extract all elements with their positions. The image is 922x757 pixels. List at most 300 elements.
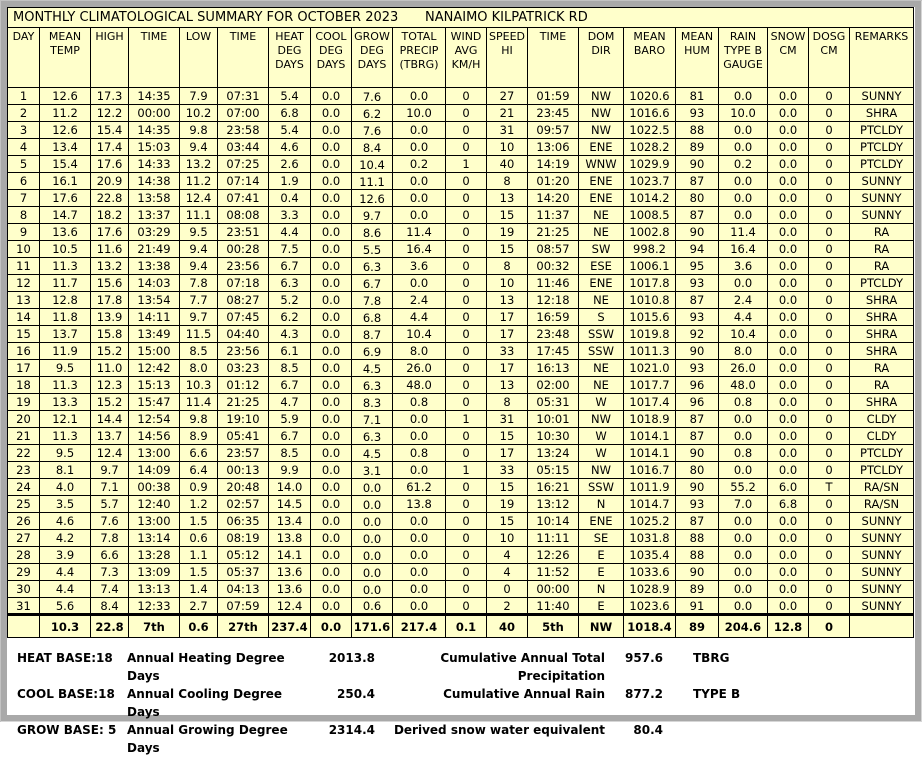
data-cell: 0.0 [768,122,809,139]
data-cell: 13:54 [129,292,180,309]
data-cell: 15.4 [91,122,129,139]
data-cell: W [579,428,624,445]
data-cell: 02:00 [528,377,579,394]
data-cell: W [579,445,624,462]
data-cell: 14.0 [269,479,311,496]
data-cell: 12.6 [40,122,91,139]
data-cell: 0 [809,275,850,292]
total-cell: NW [579,615,624,638]
data-cell: 1031.8 [624,530,676,547]
header-cell: MEAN BARO [624,28,676,88]
data-cell: SW [579,241,624,258]
table-row [8,207,914,224]
data-cell: 1.9 [269,173,311,190]
data-cell: 4.6 [269,139,311,156]
table-row [8,513,914,530]
header-cell: TOTAL PRECIP (TBRG) [393,28,446,88]
data-cell: 0 [809,564,850,581]
data-cell: 0.8 [393,445,446,462]
header-cell: SPEED HI [487,28,528,88]
data-cell: 13:58 [129,190,180,207]
data-cell: 15.8 [91,326,129,343]
data-cell: 8.5 [269,445,311,462]
data-cell: 6.7 [269,258,311,275]
data-cell: 19 [8,394,40,411]
data-cell: 0.0 [311,292,352,309]
data-cell: 12:40 [129,496,180,513]
data-cell: 7.1 [352,411,393,428]
data-cell: 11.2 [40,105,91,122]
data-cell: 0.0 [768,428,809,445]
data-cell: E [579,598,624,615]
data-cell: 15:00 [129,343,180,360]
data-cell: 0.0 [311,258,352,275]
data-cell: 0 [446,377,487,394]
table-row [8,88,914,105]
data-cell: 1025.2 [624,513,676,530]
data-cell: 14:56 [129,428,180,445]
data-cell: 8.4 [91,598,129,615]
data-cell: 05:37 [218,564,269,581]
data-cell: 9 [8,224,40,241]
data-cell: WNW [579,156,624,173]
data-cell: 23:45 [528,105,579,122]
data-cell: 0.0 [311,139,352,156]
data-cell: SUNNY [850,88,914,105]
data-cell: 0.0 [719,462,768,479]
data-cell: 1 [8,88,40,105]
data-cell: 13:49 [129,326,180,343]
data-cell: 8.0 [719,343,768,360]
data-cell: 1020.6 [624,88,676,105]
data-cell: 10 [8,241,40,258]
data-cell: 8.0 [393,343,446,360]
data-cell: 13:12 [528,496,579,513]
data-cell: 0 [446,105,487,122]
data-cell: 07:59 [218,598,269,615]
data-cell: 14:11 [129,309,180,326]
cool-base-label: COOL BASE:18 [17,687,115,701]
data-cell: 4.4 [719,309,768,326]
data-cell: 0.0 [768,139,809,156]
data-cell: 0.0 [393,173,446,190]
data-cell: SUNNY [850,513,914,530]
data-cell: 13:37 [129,207,180,224]
data-cell: 4.4 [40,564,91,581]
data-cell: 0.0 [719,139,768,156]
data-cell: 09:57 [528,122,579,139]
data-cell: 0.0 [768,598,809,615]
data-cell: 90 [676,445,719,462]
data-cell: 1015.6 [624,309,676,326]
table-row [8,173,914,190]
data-cell: 00:13 [218,462,269,479]
data-cell: N [579,581,624,598]
data-cell: 04:40 [218,326,269,343]
data-cell: 14:35 [129,122,180,139]
data-cell: 10:14 [528,513,579,530]
data-cell: 21:25 [528,224,579,241]
data-cell: 6.0 [768,479,809,496]
data-cell: SUNNY [850,207,914,224]
cumulative-rain-label: Cumulative Annual Rain [443,687,605,701]
data-cell: 0 [809,309,850,326]
data-cell: ESE [579,258,624,275]
data-cell: 81 [676,88,719,105]
data-cell: 0 [446,88,487,105]
data-cell: 7.4 [91,581,129,598]
data-cell: PTCLDY [850,139,914,156]
data-cell: 13.7 [40,326,91,343]
data-cell: 21 [487,105,528,122]
data-cell: 1002.8 [624,224,676,241]
data-cell: 33 [487,462,528,479]
data-cell: 90 [676,479,719,496]
data-cell: SUNNY [850,173,914,190]
cumulative-precip-label: Cumulative Annual Total Precipitation [440,651,605,683]
data-cell: 8.9 [180,428,218,445]
report-title: MONTHLY CLIMATOLOGICAL SUMMARY FOR OCTOBER 2023 [13,10,399,25]
data-cell: 11.2 [180,173,218,190]
data-cell: 16:13 [528,360,579,377]
annual-heating-value: 2013.8 [328,651,375,665]
data-cell: 0 [446,241,487,258]
data-cell: 0.0 [311,326,352,343]
data-cell: 20 [8,411,40,428]
header-cell: TIME [528,28,579,88]
data-cell: 29 [8,564,40,581]
data-cell: 0.0 [719,275,768,292]
data-cell: 12.6 [40,88,91,105]
data-cell: N [579,496,624,513]
data-cell: E [579,564,624,581]
data-cell: 0 [446,598,487,615]
data-cell: 26.0 [719,360,768,377]
table-row [8,428,914,445]
data-cell: 30 [8,581,40,598]
data-cell: 13.7 [91,428,129,445]
data-cell: 87 [676,513,719,530]
data-cell: 6.7 [269,428,311,445]
data-cell: 9.7 [91,462,129,479]
header-cell: GROW DEG DAYS [352,28,393,88]
table-row [8,462,914,479]
data-cell: 0.0 [719,547,768,564]
data-cell: 6.8 [352,309,393,326]
data-cell: 0.0 [311,88,352,105]
data-cell: 3.3 [269,207,311,224]
data-cell: 13.6 [40,224,91,241]
total-cell: 7th [129,615,180,638]
data-cell: NE [579,224,624,241]
total-cell: 0.6 [180,615,218,638]
data-cell: 0.0 [768,462,809,479]
data-cell: 0 [446,326,487,343]
data-cell: 1017.7 [624,377,676,394]
data-cell: 0.0 [719,88,768,105]
data-cell: 4.4 [40,581,91,598]
data-cell: 0 [446,496,487,513]
data-cell: 0.0 [768,326,809,343]
data-cell: NW [579,105,624,122]
data-cell: 0.0 [311,224,352,241]
data-cell: 17 [487,309,528,326]
data-cell: 96 [676,377,719,394]
data-cell: 1019.8 [624,326,676,343]
data-cell: 11.1 [352,173,393,190]
data-cell: 0.0 [311,309,352,326]
data-cell: 0.8 [719,445,768,462]
data-cell: 2 [8,105,40,122]
total-cell: 217.4 [393,615,446,638]
data-cell: 11.7 [40,275,91,292]
data-cell: 5.4 [269,122,311,139]
data-cell: 2.7 [180,598,218,615]
data-cell: 0 [446,360,487,377]
data-cell: 16.4 [719,241,768,258]
data-cell: 0.0 [393,411,446,428]
data-cell: 0.0 [719,411,768,428]
data-cell: 0.0 [768,173,809,190]
data-cell: 8.0 [180,360,218,377]
data-cell: 12.4 [269,598,311,615]
data-cell: 13:00 [129,513,180,530]
data-cell: 0.0 [393,564,446,581]
data-cell: 0 [446,190,487,207]
data-cell: 08:19 [218,530,269,547]
data-cell: 0 [809,88,850,105]
annual-cooling-label: Annual Cooling Degree Days [127,687,283,719]
data-cell: 3.6 [719,258,768,275]
data-cell: 0 [809,258,850,275]
data-cell: 12:26 [528,547,579,564]
header-cell: REMARKS [850,28,914,88]
data-cell: 26.0 [393,360,446,377]
data-cell: 3 [8,122,40,139]
data-cell: 0.8 [719,394,768,411]
total-cell: 204.6 [719,615,768,638]
data-cell: 9.7 [180,309,218,326]
data-cell: 13.3 [40,394,91,411]
data-cell: 0 [446,547,487,564]
data-cell: 0 [809,105,850,122]
header-cell: LOW [180,28,218,88]
data-cell: SSW [579,343,624,360]
data-cell: 12.3 [91,377,129,394]
data-cell: 13:09 [129,564,180,581]
data-cell: 0.0 [768,581,809,598]
data-cell: 1016.6 [624,105,676,122]
data-cell: 93 [676,496,719,513]
data-cell: 13 [487,190,528,207]
data-cell: 0 [446,224,487,241]
data-cell: 8.1 [40,462,91,479]
data-cell: 48.0 [719,377,768,394]
data-cell: 11.3 [40,428,91,445]
data-cell: 0 [809,411,850,428]
annual-heating-label: Annual Heating Degree Days [127,651,285,683]
data-cell: 19 [487,496,528,513]
data-cell: ENE [579,173,624,190]
total-cell: 237.4 [269,615,311,638]
data-cell: 93 [676,275,719,292]
data-cell: 0.0 [719,530,768,547]
data-cell: 0 [809,445,850,462]
header-cell: TIME [129,28,180,88]
data-cell: 11.8 [40,309,91,326]
data-cell: SUNNY [850,190,914,207]
data-cell: 0.0 [393,275,446,292]
data-cell: 10:30 [528,428,579,445]
data-cell: 9.5 [40,445,91,462]
data-cell: 6 [8,173,40,190]
data-cell: 0.0 [311,581,352,598]
data-cell: 0.0 [311,360,352,377]
data-cell: 8 [8,207,40,224]
data-cell: 6.8 [269,105,311,122]
data-cell: 22.8 [91,190,129,207]
data-cell: 12:18 [528,292,579,309]
data-cell: 23:51 [218,224,269,241]
data-cell: 0 [809,547,850,564]
data-cell: 13 [487,292,528,309]
data-cell: 12:42 [129,360,180,377]
data-cell: 6.3 [269,275,311,292]
data-cell: 10.4 [719,326,768,343]
data-cell: 16:59 [528,309,579,326]
data-cell: 7.5 [269,241,311,258]
data-cell: 17.3 [91,88,129,105]
data-cell: 0.0 [393,88,446,105]
data-cell: 0 [446,445,487,462]
data-cell: 0 [446,564,487,581]
data-cell: 23 [8,462,40,479]
title-cell [8,8,914,28]
data-cell: 4 [8,139,40,156]
data-cell: 1017.8 [624,275,676,292]
typeb-gauge-label: TYPE B [693,687,741,701]
table-row [8,241,914,258]
data-cell: PTCLDY [850,156,914,173]
data-cell: 9.4 [180,241,218,258]
data-cell: 0.0 [768,343,809,360]
data-cell: 1021.0 [624,360,676,377]
data-cell: 1014.1 [624,445,676,462]
data-cell: 03:23 [218,360,269,377]
data-cell: 9.5 [40,360,91,377]
data-cell: 0.0 [768,241,809,258]
data-cell: CLDY [850,428,914,445]
data-cell: 10.4 [352,156,393,173]
data-cell: 12.2 [91,105,129,122]
data-cell: 0.0 [311,190,352,207]
data-cell: 80 [676,190,719,207]
report-content [7,7,915,755]
data-cell: 7.8 [180,275,218,292]
data-cell: 13:38 [129,258,180,275]
data-cell: 06:35 [218,513,269,530]
data-cell: 17 [487,445,528,462]
data-cell: 5.4 [269,88,311,105]
data-cell: 12.8 [40,292,91,309]
data-cell: 0 [809,360,850,377]
data-cell: SUNNY [850,581,914,598]
data-cell: 00:28 [218,241,269,258]
data-cell: 13.6 [269,581,311,598]
data-cell: 14:38 [129,173,180,190]
data-cell: 0.0 [393,139,446,156]
data-cell: 0.0 [393,428,446,445]
data-cell: 7.6 [352,88,393,105]
header-cell: MEAN HUM [676,28,719,88]
data-cell: 0.0 [311,394,352,411]
data-cell: 0.0 [768,105,809,122]
data-cell: 18.2 [91,207,129,224]
data-cell: 07:00 [218,105,269,122]
data-cell: 0.0 [311,547,352,564]
data-cell: 5.7 [91,496,129,513]
data-cell: 4.4 [393,309,446,326]
header-cell: DOSG CM [809,28,850,88]
data-cell: 40 [487,156,528,173]
data-cell: 13.4 [40,139,91,156]
data-cell: 0.0 [311,598,352,615]
data-cell: 7.8 [352,292,393,309]
data-cell: 17:45 [528,343,579,360]
table-row [8,479,914,496]
tbrg-gauge-label: TBRG [693,651,730,665]
data-cell: 14.5 [269,496,311,513]
table-row [8,258,914,275]
data-cell: 0 [809,326,850,343]
table-row [8,377,914,394]
data-cell: 12.4 [180,190,218,207]
data-cell: 8 [487,173,528,190]
data-cell: 1029.9 [624,156,676,173]
data-cell: 0.0 [719,428,768,445]
data-cell: 31 [487,122,528,139]
data-cell: 0 [809,377,850,394]
data-cell: 0 [809,581,850,598]
data-cell: 12.6 [352,190,393,207]
data-cell: 1.4 [180,581,218,598]
data-cell: NE [579,207,624,224]
data-cell: NE [579,292,624,309]
data-cell: 0.0 [311,173,352,190]
data-cell: 11.1 [180,207,218,224]
data-cell: 2.4 [393,292,446,309]
data-cell: 16.1 [40,173,91,190]
data-cell: 13:14 [129,530,180,547]
table-row [8,581,914,598]
data-cell: 4 [487,564,528,581]
data-cell: SE [579,530,624,547]
data-cell: 9.8 [180,411,218,428]
data-cell: 5.2 [269,292,311,309]
data-cell: 0.2 [393,156,446,173]
data-cell: 1014.7 [624,496,676,513]
data-cell: ENE [579,190,624,207]
table-row [8,564,914,581]
data-cell: 1023.6 [624,598,676,615]
data-cell: 14:03 [129,275,180,292]
data-cell: 0 [809,292,850,309]
data-cell: 0.0 [768,88,809,105]
monthly-totals-row [8,615,914,638]
data-cell: 9.4 [180,258,218,275]
total-cell: 10.3 [40,615,91,638]
annual-growing-label: Annual Growing Degree Days [127,723,288,755]
